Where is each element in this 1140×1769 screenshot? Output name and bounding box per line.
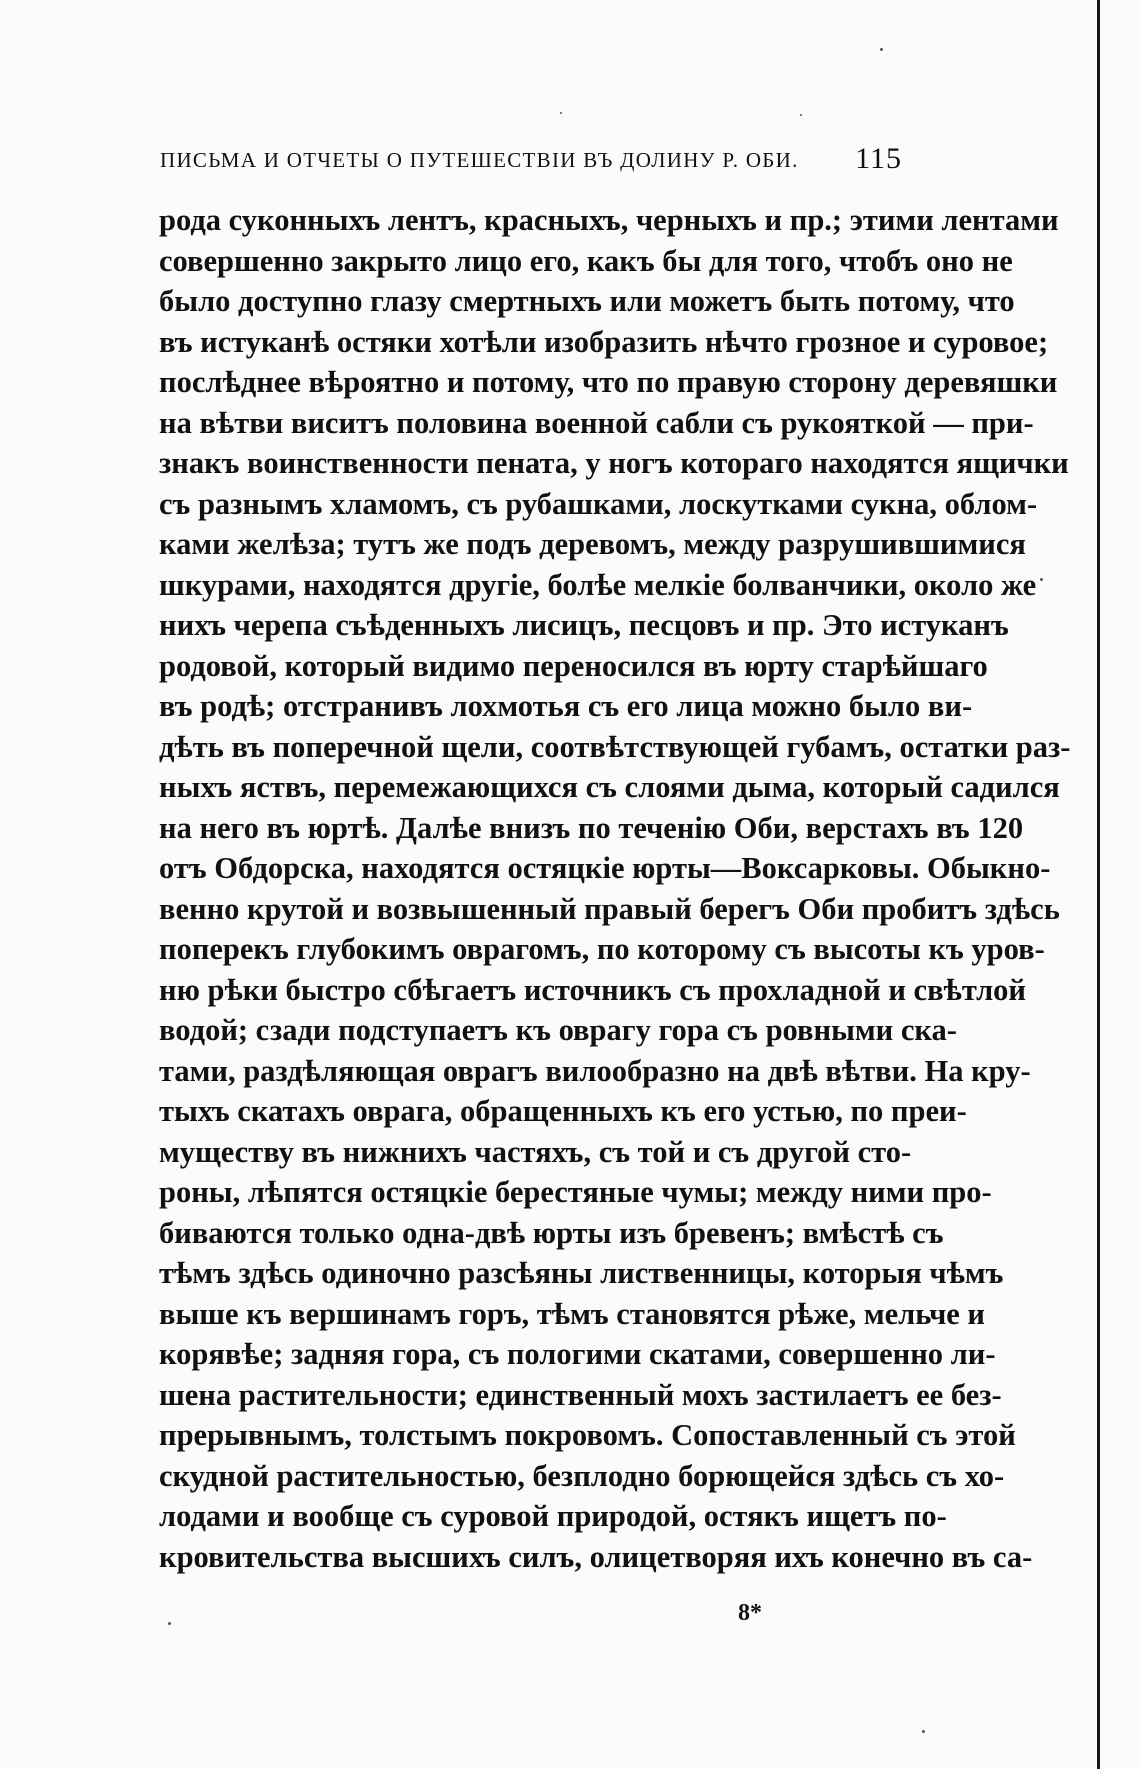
print-speck bbox=[1040, 578, 1043, 581]
text-line: на вѣтви виситъ половина военной сабли съ рукояткой — при- bbox=[159, 405, 1034, 440]
text-line: совершенно закрыто лицо его, какъ бы для того, чтобъ оно не bbox=[159, 243, 1013, 278]
text-line: выше къ вершинамъ горъ, тѣмъ становятся рѣже, мельче и bbox=[159, 1296, 986, 1331]
text-line: шкурами, находятся другіе, болѣе мелкіе болванчики, около же bbox=[159, 567, 1037, 602]
text-line: послѣднее вѣроятно и потому, что по правую сторону деревяшки bbox=[159, 365, 1058, 399]
text-line: тами, раздѣляющая оврагъ вилообразно на двѣ вѣтви. На кру- bbox=[159, 1053, 1031, 1088]
print-speck bbox=[560, 112, 562, 114]
text-line: было доступно глазу смертныхъ или можетъ быть потому, что bbox=[159, 284, 1015, 318]
print-speck bbox=[880, 48, 883, 51]
text-line: тѣмъ здѣсь одиночно разсѣяны лиственницы, которыя чѣмъ bbox=[159, 1256, 1004, 1290]
print-speck bbox=[168, 1622, 171, 1625]
text-line: корявѣе; задняя гора, съ пологими скатами, совершенно ли- bbox=[159, 1337, 996, 1371]
text-line: тыхъ скатахъ оврага, обращенныхъ къ его устью, по преи- bbox=[159, 1094, 967, 1128]
print-speck bbox=[800, 114, 802, 116]
page-edge-border bbox=[1097, 0, 1100, 1769]
text-line: биваются только одна-двѣ юрты изъ бревенъ; вмѣстѣ съ bbox=[159, 1215, 944, 1250]
print-speck bbox=[922, 1730, 925, 1733]
text-line: шена растительности; единственный мохъ застилаетъ ее без- bbox=[159, 1377, 1002, 1412]
text-line: отъ Обдорска, находятся остяцкіе юрты—Воксарковы. Обыкно- bbox=[159, 851, 1051, 885]
text-line: знакъ воинственности пената, у ногъ котораго находятся ящички bbox=[159, 446, 1069, 480]
text-line: въ истуканѣ остяки хотѣли изобразить нѣчто грозное и суровое; bbox=[159, 324, 1049, 359]
text-line: скудной растительностью, безплодно борющейся здѣсь съ хо- bbox=[159, 1458, 1005, 1493]
text-line: муществу въ нижнихъ частяхъ, съ той и съ другой сто- bbox=[159, 1134, 912, 1169]
page-header bbox=[160, 142, 910, 182]
text-line: въ родѣ; отстранивъ лохмотья съ его лица можно было ви- bbox=[159, 689, 973, 723]
text-line: родовой, который видимо переносился въ юрту старѣйшаго bbox=[159, 648, 988, 683]
text-line: водой; сзади подступаетъ къ оврагу гора съ ровными ска- bbox=[159, 1013, 957, 1047]
text-line: нихъ черепа съѣденныхъ лисицъ, песцовъ и пр. Это истуканъ bbox=[159, 608, 1009, 642]
body-text bbox=[159, 200, 1071, 1577]
text-line: ками желѣза; тутъ же подъ деревомъ, между разрушившимися bbox=[159, 527, 1026, 561]
text-line: кровительства высшихъ силъ, олицетворяя ихъ конечно въ са- bbox=[159, 1539, 1033, 1574]
text-line: съ разнымъ хламомъ, съ рубашками, лоскутками сукна, облом- bbox=[159, 486, 1038, 521]
text-line: на него въ юртѣ. Далѣе внизъ по теченію Оби, верстахъ въ 120 bbox=[159, 810, 1024, 845]
page-number: 115 bbox=[855, 142, 902, 175]
text-line: венно крутой и возвышенный правый берегъ Оби пробитъ здѣсь bbox=[159, 891, 1060, 926]
running-title: ПИСЬМА И ОТЧЕТЫ О ПУТЕШЕСТВІИ ВЪ ДОЛИНУ Р. ОБИ. bbox=[160, 148, 799, 172]
text-line: ню рѣки быстро сбѣгаетъ источникъ съ прохладной и свѣтлой bbox=[159, 972, 1027, 1007]
text-line: поперекъ глубокимъ оврагомъ, по которому съ высоты къ уров- bbox=[159, 932, 1045, 966]
text-line: роны, лѣпятся остяцкіе берестяные чумы; между ними про- bbox=[159, 1175, 992, 1209]
text-line: ныхъ яствъ, перемежающихся съ слоями дыма, который садился bbox=[159, 770, 1060, 804]
signature-mark: 8* bbox=[738, 1600, 762, 1626]
text-line: рода суконныхъ лентъ, красныхъ, черныхъ и пр.; этими лентами bbox=[159, 203, 1059, 237]
text-line: лодами и вообще съ суровой природой, остякъ ищетъ по- bbox=[159, 1499, 947, 1533]
text-line: прерывнымъ, толстымъ покровомъ. Сопоставленный съ этой bbox=[159, 1418, 1016, 1452]
text-line: дѣть въ поперечной щели, соотвѣтствующей губамъ, остатки раз- bbox=[159, 729, 1071, 764]
